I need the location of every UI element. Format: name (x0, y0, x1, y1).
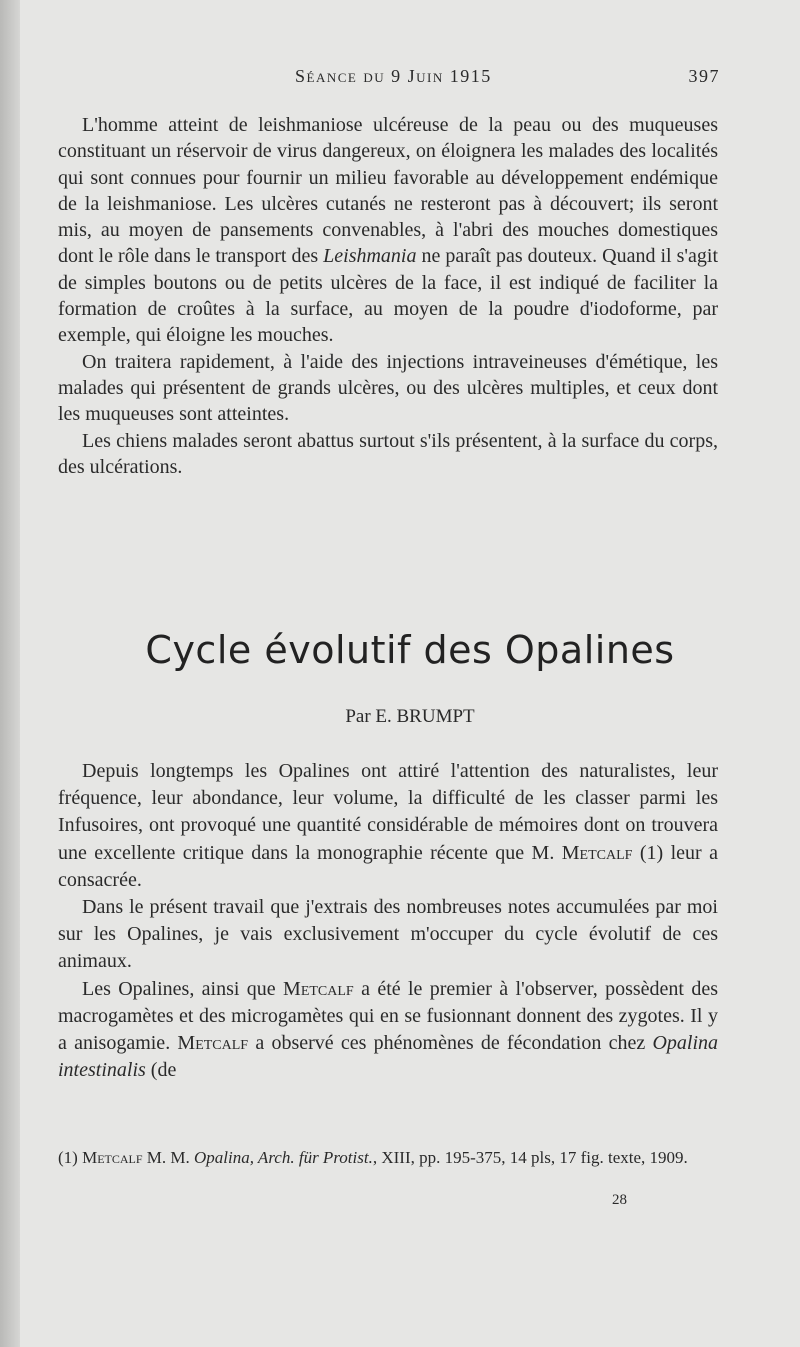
author-name: Metcalf (177, 1032, 249, 1055)
paragraph-text: L'homme atteint de leishmaniose ulcéreuse de la peau ou des muqueuses constituant un réservoir de virus dangereux, on éloignera les malades des localités qui sont connues pour fournir un milieu favorable au développement endémique de la leishmaniose. Les ulcères cutanés ne resteront pas à découvert; ils seront mis, au moyen de pansements convenables, à l'abri des mouches domestiques dont le rôle dans le transport des (58, 114, 718, 268)
paragraph (58, 112, 718, 349)
journal-title: Opalina, Arch. für Protist. (194, 1148, 373, 1167)
section-leishmaniose (58, 112, 718, 480)
species-name: Opalina intestinalis (58, 1032, 718, 1082)
running-title: Séance du 9 Juin 1915 (295, 66, 492, 86)
author-name: Metcalf (561, 841, 633, 864)
paragraph-text: (de (145, 1059, 177, 1082)
paragraph-text: (1) leur a consacrée. (58, 841, 718, 891)
paragraph-text: Les Opalines, ainsi que (82, 977, 284, 1000)
article-title: Cycle évolutif des Opalines (145, 628, 675, 672)
signature-mark: 28 (612, 1192, 627, 1208)
italic-term: Leishmania (323, 245, 417, 268)
footnote-text: , XIII, pp. 195-375, 14 pls, 17 fig. texte, 1909. (372, 1148, 688, 1167)
paragraph-text: Depuis longtemps les Opalines ont attiré l'attention des naturalistes, leur fréquence, leur abondance, leur volume, la difficulté de les classer parmi les Infusoires, ont provoqué une quantité considérable de mémoires dont on trouvera une excellente critique dans la monographie récente que M. (58, 760, 718, 864)
paragraph: On traitera rapidement, à l'aide des injections intraveineuses d'émétique, les malades qui présentent de grands ulcères, ou des ulcères multiples, et ceux dont les muqueuses sont atteintes. (58, 350, 718, 426)
author-name: Metcalf (283, 977, 354, 1000)
footnote-marker: (1) (58, 1148, 83, 1167)
paragraph-text: a été le premier à l'observer, possèdent des macrogamètes et des microgamètes qui en se fusionnant donnent des zygotes. Il y a anisogamie. (58, 977, 718, 1055)
page-number: 397 (688, 66, 720, 86)
paragraph: Les chiens malades seront abattus surtout s'ils présentent, à la surface du corps, des ulcérations. (58, 429, 718, 478)
section-opalines (58, 758, 718, 1084)
page-spine-shadow (0, 0, 20, 1347)
paragraph (58, 758, 718, 894)
paragraph (58, 976, 718, 1085)
article-author: Par E. BRUMPT (345, 706, 475, 727)
paragraph-text: a observé ces phénomènes de fécondation chez (248, 1032, 653, 1055)
running-header (60, 66, 760, 92)
paragraph-text: ne paraît pas douteux. Quand il s'agit de simples boutons ou de petits ulcères de la face, il est indiqué de faciliter la formation de croûtes à la surface, au moyen de la poudre d'iodoforme, par exemple, qui éloigne les mouches. (58, 245, 718, 347)
author-name: Metcalf (82, 1148, 143, 1167)
footnote (58, 1146, 718, 1170)
book-page (20, 0, 800, 1347)
paragraph: Dans le présent travail que j'extrais des nombreuses notes accumulées par moi sur les Opalines, je vais exclusivement m'occuper du cycle évolutif de ces animaux. (58, 896, 718, 973)
footnote-text: M. M. (142, 1148, 195, 1167)
